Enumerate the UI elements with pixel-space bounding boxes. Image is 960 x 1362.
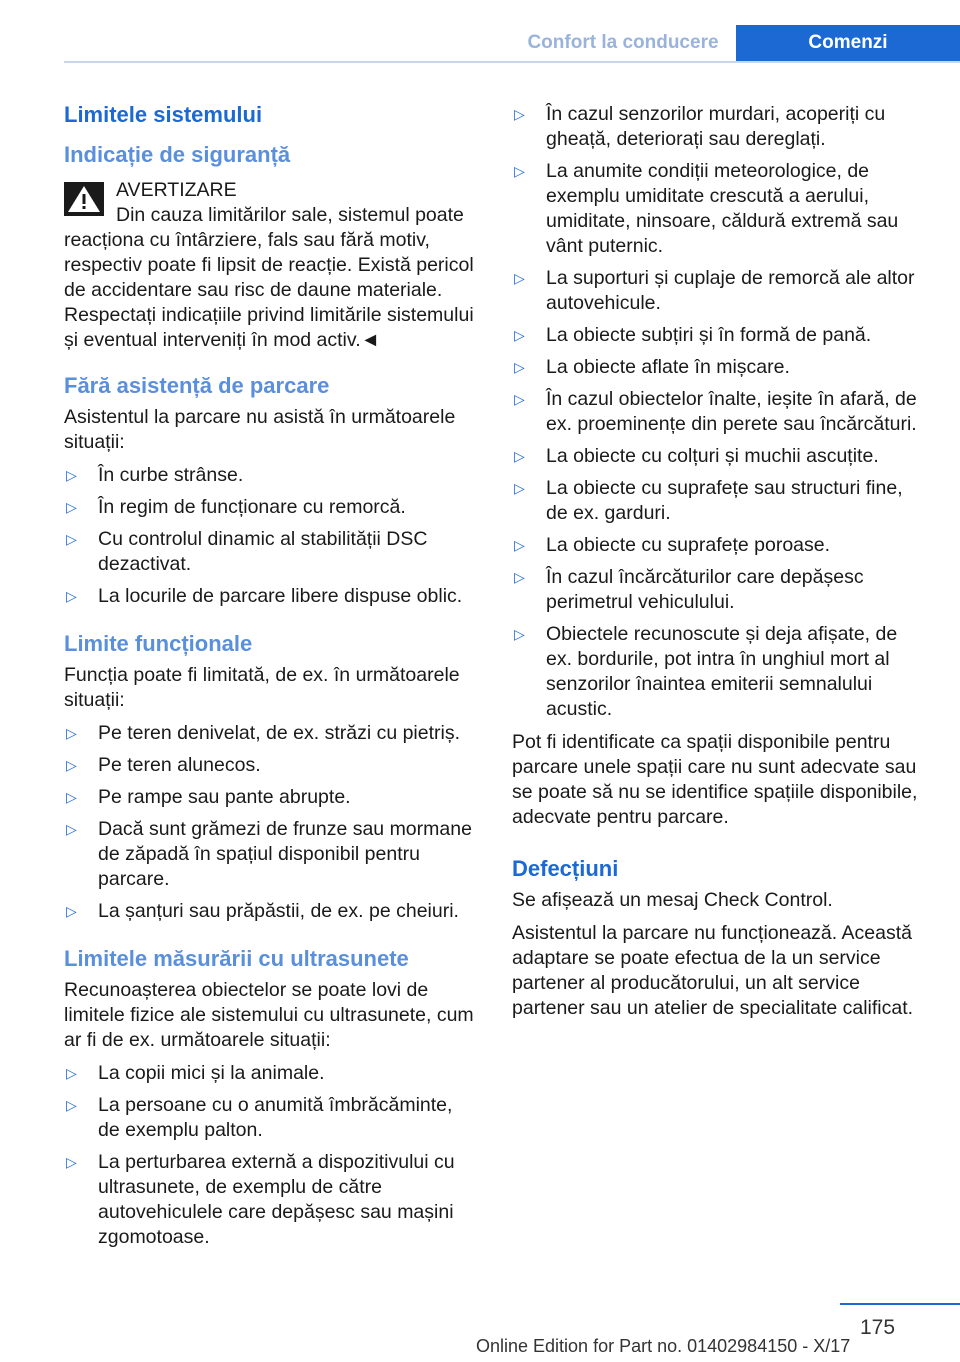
edition-note: Online Edition for Part no. 01402984150 - X/17	[476, 1336, 851, 1356]
triangle-bullet-icon: ▷	[514, 537, 525, 553]
triangle-bullet-icon: ▷	[514, 569, 525, 585]
list-item: ▷ În cazul încărcăturilor care depășesc perimetrul vehiculului.	[514, 566, 864, 613]
header-chapter-tab[interactable]: Comenzi	[736, 25, 960, 61]
triangle-bullet-icon: ▷	[514, 106, 525, 122]
triangle-bullet-icon: ▷	[514, 359, 525, 375]
triangle-bullet-icon: ▷	[66, 725, 77, 741]
triangle-bullet-icon: ▷	[514, 480, 525, 496]
list-item: ▷ La perturbarea externă a dispozitivului cu ultrasunete, de exemplu de către autovehiculele care depășesc sau mașini zgomotoase.	[66, 1151, 455, 1248]
header-divider	[64, 61, 960, 63]
ultra-heading: Limitele măsurării cu ultrasunete	[64, 946, 409, 971]
triangle-bullet-icon: ▷	[66, 821, 77, 837]
list-item: ▷ La copii mici și la animale.	[66, 1062, 325, 1084]
triangle-bullet-icon: ▷	[514, 270, 525, 286]
list-item: ▷ Dacă sunt grămezi de frunze sau mormane de zăpadă în spațiul disponibil pentru parcare.	[66, 818, 472, 890]
triangle-bullet-icon: ▷	[514, 448, 525, 464]
warning-block	[64, 178, 478, 353]
triangle-bullet-icon: ▷	[66, 903, 77, 919]
list-item: ▷ Pe rampe sau pante abrupte.	[66, 786, 351, 808]
ultra-list-continued	[512, 102, 926, 722]
func-list	[64, 721, 478, 924]
triangle-bullet-icon: ▷	[66, 1097, 77, 1113]
ident-paragraph: Pot fi identificate ca spații disponibile pentru parcare unele spații care nu sunt adecvate sau se poate să nu se identifice spațiile disponibile, adecvate pentru parcare.	[512, 731, 918, 828]
list-item: ▷ La obiecte cu colțuri și muchii ascuțite.	[514, 445, 879, 467]
section-title: Limitele sistemului	[64, 102, 263, 127]
list-item: ▷ În cazul obiectelor înalte, ieșite în afară, de ex. proeminențe din perete sau încărcături.	[514, 388, 917, 435]
triangle-bullet-icon: ▷	[66, 531, 77, 547]
list-item: ▷ În cazul senzorilor murdari, acoperiți cu gheață, deteriorați sau dereglați.	[514, 103, 886, 150]
list-item: ▷ La suporturi și cuplaje de remorcă ale altor autovehicule.	[514, 267, 915, 314]
triangle-bullet-icon: ▷	[66, 1154, 77, 1170]
list-item: ▷ La locurile de parcare libere dispuse oblic.	[66, 585, 463, 607]
footer-divider	[840, 1303, 960, 1305]
list-item: ▷ La obiecte cu suprafețe poroase.	[514, 534, 831, 556]
defect-paragraph-2: Asistentul la parcare nu funcționează. Această adaptare se poate efectua de la un service partener al producătorului, un alt service partener sau un atelier de specialitate calificat.	[512, 922, 914, 1019]
func-heading: Limite funcționale	[64, 631, 253, 656]
list-item: ▷ La persoane cu o anumită îmbrăcăminte, de exemplu palton.	[66, 1094, 453, 1141]
list-item: ▷ La obiecte cu suprafețe sau structuri fine, de ex. garduri.	[514, 477, 903, 524]
safety-heading: Indicație de siguranță	[64, 142, 291, 167]
list-item: ▷ La șanțuri sau prăpăstii, de ex. pe cheiuri.	[66, 900, 459, 922]
warning-icon	[64, 182, 104, 216]
triangle-bullet-icon: ▷	[514, 163, 525, 179]
triangle-bullet-icon: ▷	[66, 499, 77, 515]
triangle-bullet-icon: ▷	[66, 588, 77, 604]
defect-heading: Defecțiuni	[512, 856, 619, 881]
list-item: ▷ La obiecte subțiri și în formă de pană.	[514, 324, 872, 346]
list-item: ▷ În regim de funcționare cu remorcă.	[66, 496, 406, 518]
triangle-bullet-icon: ▷	[66, 789, 77, 805]
list-item: ▷ Cu controlul dinamic al stabilității DSC dezactivat.	[66, 528, 428, 575]
list-item: ▷ La anumite condiții meteorologice, de exemplu umiditate crescută a aerului, umiditate, ninsoare, căldură extremă sau vânt puternic.	[514, 160, 899, 257]
triangle-bullet-icon: ▷	[514, 626, 525, 642]
triangle-bullet-icon: ▷	[514, 391, 525, 407]
list-item: ▷ Pe teren alunecos.	[66, 754, 261, 776]
triangle-bullet-icon: ▷	[514, 327, 525, 343]
left-column	[64, 100, 478, 1270]
ultra-list	[64, 1061, 478, 1250]
no-assist-intro: Asistentul la parcare nu asistă în următoarele situații:	[64, 406, 456, 453]
right-column	[512, 102, 926, 1029]
warning-label: AVERTIZARE	[116, 179, 237, 201]
triangle-bullet-icon: ▷	[66, 467, 77, 483]
list-item: ▷ Pe teren denivelat, de ex. străzi cu pietriș.	[66, 722, 461, 744]
header-section-title: Confort la conducere	[527, 32, 719, 53]
list-item: ▷ La obiecte aflate în mișcare.	[514, 356, 790, 378]
page-number: 175	[860, 1316, 896, 1339]
triangle-bullet-icon: ▷	[66, 757, 77, 773]
warning-text: Din cauza limitărilor sale, sistemul poate reacționa cu întârziere, fals sau fără motiv, respectiv poate fi lipsit de reacție. Există pericol de accidentare sau risc de daune materiale. Respectați indicațiile privind limitările sistemului și eventual interveniți în mod activ.◄	[64, 204, 474, 351]
list-item: ▷ Obiectele recunoscute și deja afișate, de ex. bordurile, pot intra în unghiul mort al senzorilor înaintea emiterii semnalului acustic.	[514, 623, 898, 720]
no-assist-heading: Fără asistență de parcare	[64, 373, 330, 398]
func-intro: Funcția poate fi limitată, de ex. în următoarele situații:	[64, 664, 460, 711]
no-assist-list	[64, 463, 478, 609]
ultra-intro: Recunoașterea obiectelor se poate lovi de limitele fizice ale sistemului cu ultrasunete, cum ar fi de ex. următoarele situații:	[64, 979, 474, 1051]
list-item: ▷ În curbe strânse.	[66, 464, 244, 486]
triangle-bullet-icon: ▷	[66, 1065, 77, 1081]
defect-paragraph-1: Se afișează un mesaj Check Control.	[512, 889, 833, 911]
